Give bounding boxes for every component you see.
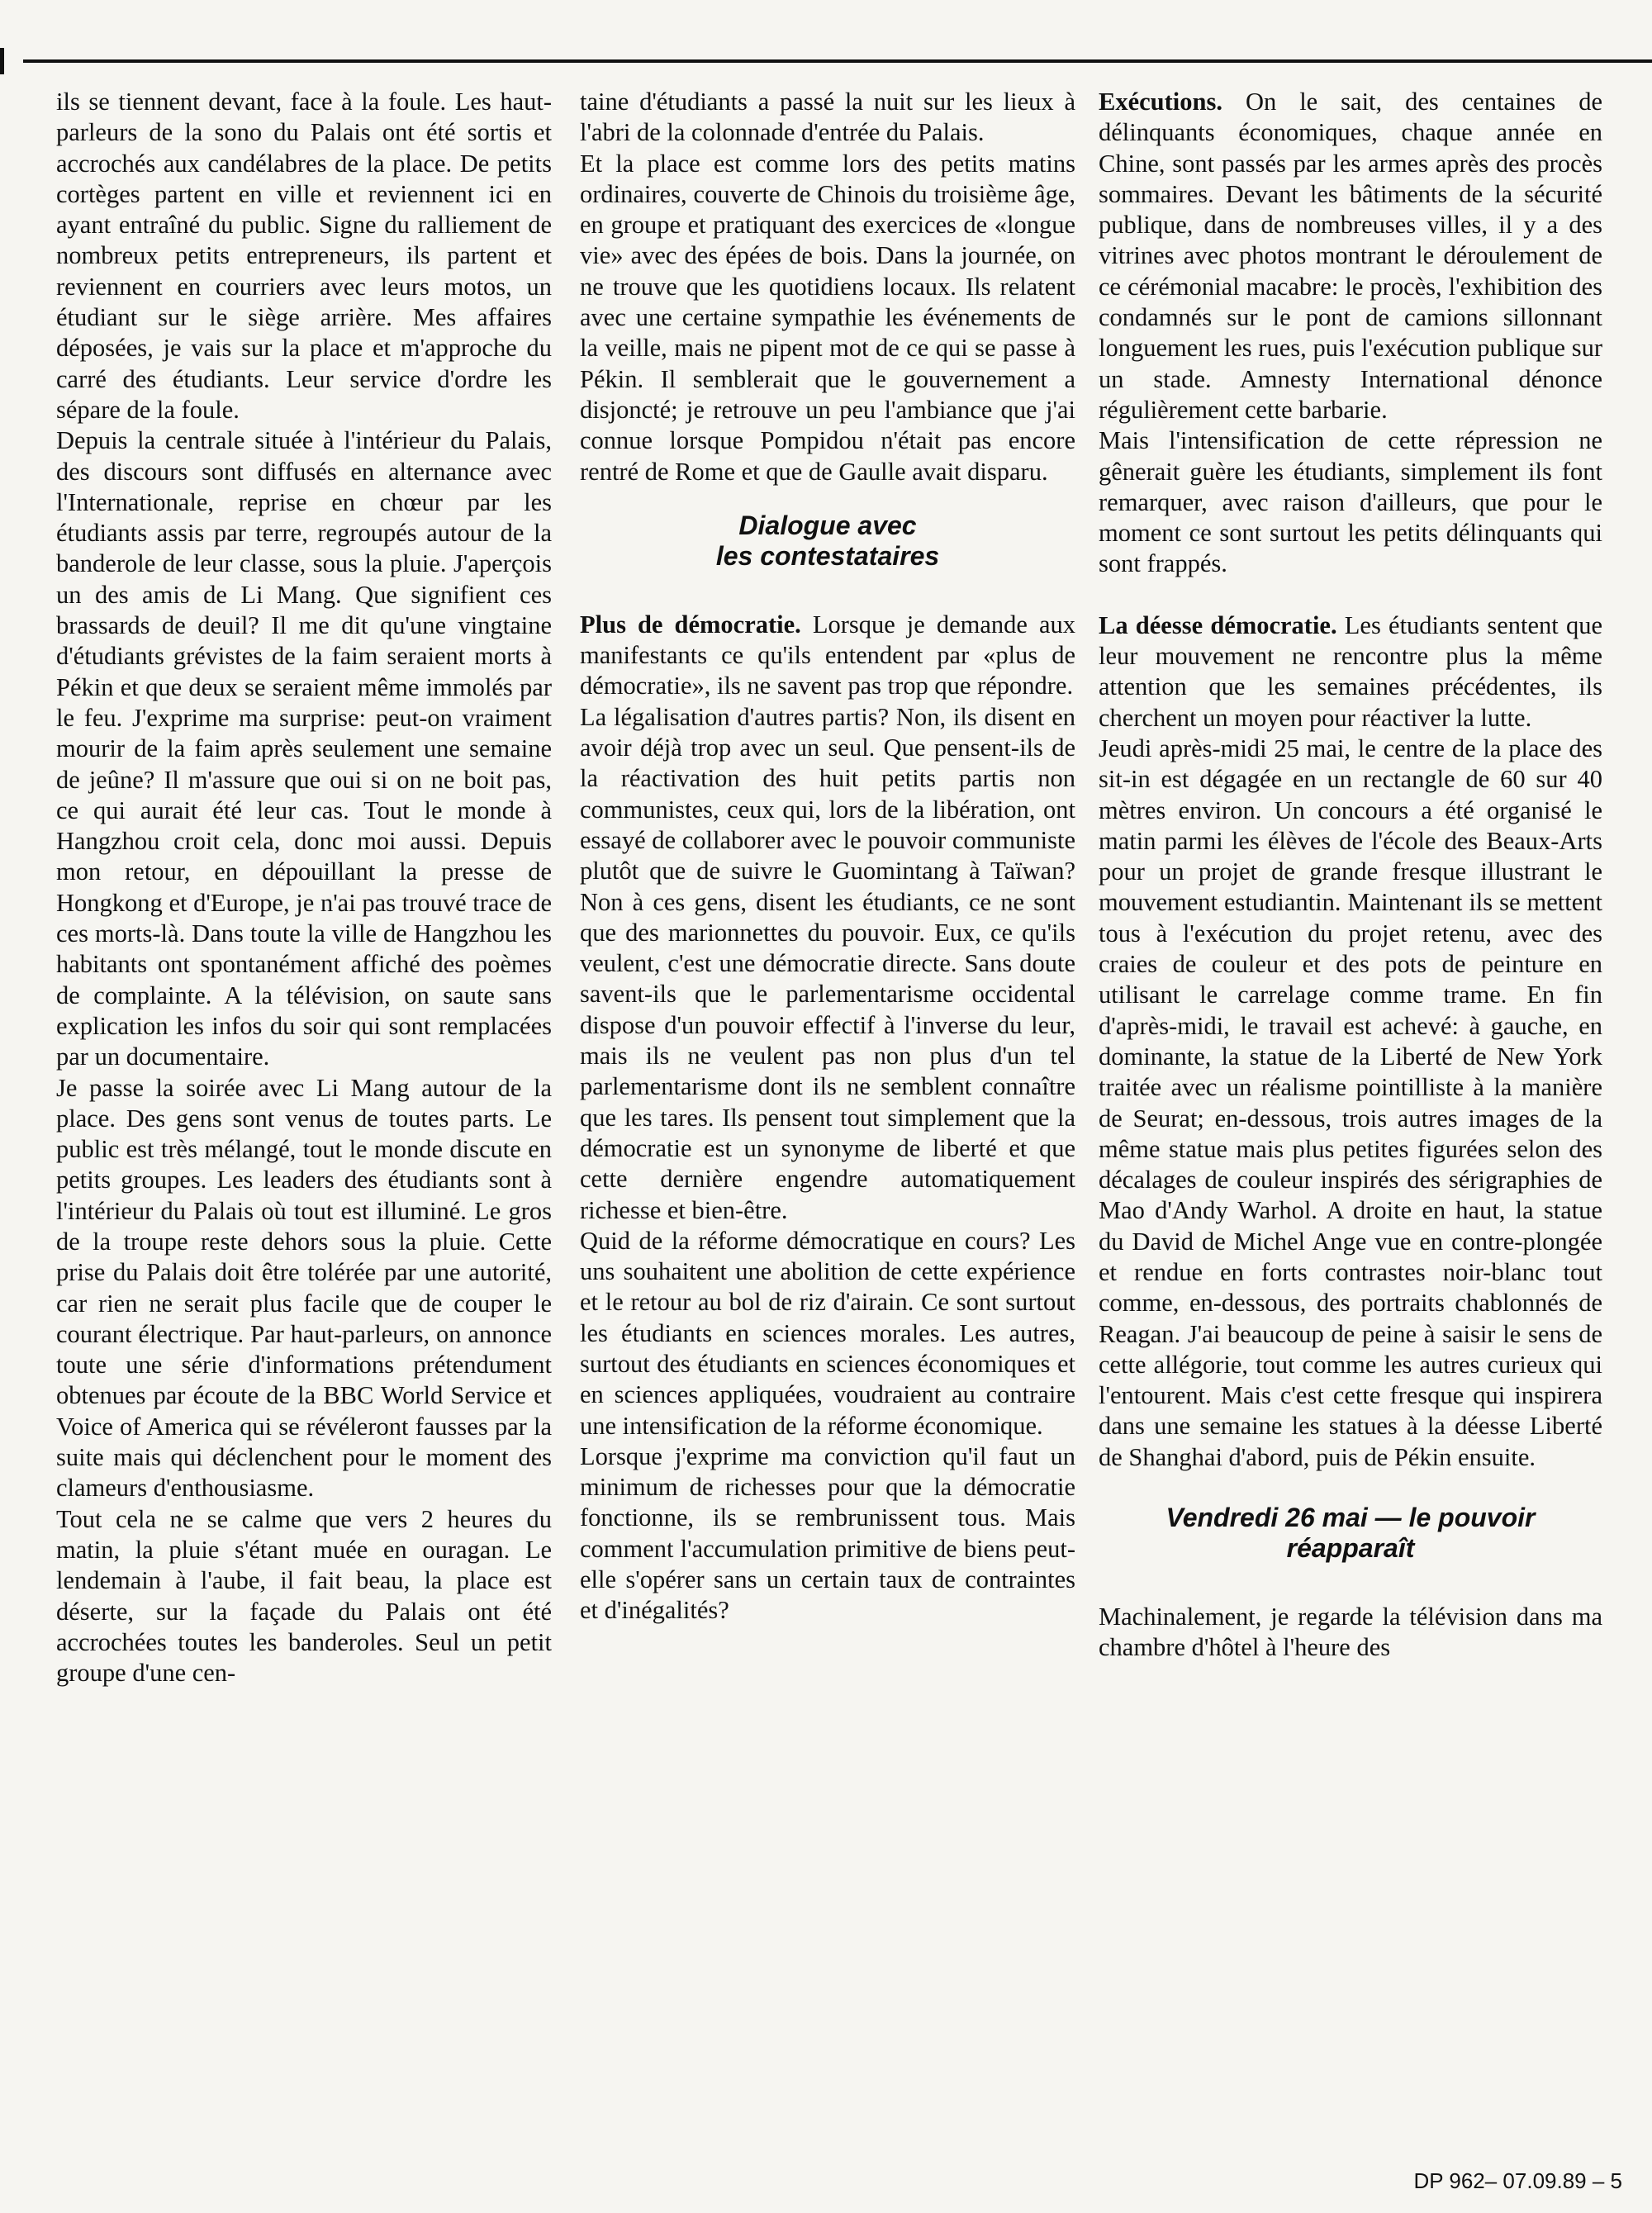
paragraph: La légalisation d'autres partis? Non, ils disent en avoir déjà trop avec un seul. Que pensent-ils de la réactivation des huit petits partis non communistes, ceux qui, lors de la libération, ont essayé de collaborer avec le pouvoir communiste plutôt que de suivre le Guomintang à Taïwan? Non à ces gens, disent les étudiants, ce ne sont que des marionnettes du pouvoir. Eux, ce qu'ils veulent, c'est une démocratie directe. Sans doute savent-ils que le parlementarisme occidental dispose d'un pouvoir effectif à l'inverse du leur, mais ils ne veulent pas non plus d'un tel parlementarisme dont ils ne semblent connaître que les tares. Ils pensent tout simplement que la démocratie est un synonyme de liberté et que cette dernière engendre automatiquement richesse et bien-être. (580, 702, 1075, 1224)
paragraph-text: Lorsque je demande aux manifestants ce qu'ils entendent par «plus de démocratie», ils ne savent pas trop que répondre. (580, 610, 1075, 700)
column-2 (580, 87, 1075, 1627)
paragraph: Lorsque j'exprime ma conviction qu'il faut un minimum de richesses pour que la démocratie fonctionne, ils se rembrunissent tous. Mais comment l'accumulation primitive de biens peut-elle s'opérer sans un certain taux de contraintes et d'inégalités? (580, 1441, 1075, 1625)
paragraph: Mais l'intensification de cette répression ne gênerait guère les étudiants, simplement ils font remarquer, avec raison d'ailleurs, que pour le moment ce sont surtout les petits délinquants qui sont frappés. (1099, 426, 1602, 578)
header-rule (23, 59, 1652, 63)
paragraph: ils se tiennent devant, face à la foule. Les haut-parleurs de la sono du Palais ont été sortis et accrochés aux candélabres de la place. De petits cortèges partent en ville et reviennent ici en ayant entraîné du public. Signe du ralliement de nombreux petits entrepreneurs, ils partent et reviennent en courriers avec leurs motos, un étudiant sur le siège arrière. Mes affaires déposées, je vais sur la place et m'approche du carré des étudiants. Leur service d'ordre les sépare de la foule. (56, 88, 552, 424)
paragraph: Tout cela ne se calme que vers 2 heures du matin, la pluie s'étant muée en ouragan. Le lendemain à l'aube, il fait beau, la place est déserte, sur la façade du Palais ont été accrochées toutes les banderoles. Seul un petit groupe d'une cen- (56, 1504, 552, 1688)
section-heading-line: réapparaît (1286, 1533, 1415, 1564)
section-heading-line: Dialogue avec (738, 510, 917, 540)
paragraph: Je passe la soirée avec Li Mang autour de la place. Des gens sont venus de toutes parts. Le public est très mélangé, tout le monde discute en petits groupes. Les leaders des étudiants sont à l'intérieur du Palais où tout est illuminé. Le gros de la troupe reste dehors sous la pluie. Cette prise du Palais doit être tolérée par une autorité, car rien ne serait plus facile que de couper le courant électrique. Par haut-parleurs, on annonce toute une série d'informations prétendument obtenues par écoute de la BBC World Service et Voice of America qui se révéleront fausses par la suite mais qui déclenchent pour le moment des clameurs d'enthousiasme. (56, 1073, 552, 1503)
paragraph: Quid de la réforme démocratique en cours? Les uns souhaitent une abolition de cette expérience et le retour au bol de riz d'airain. Ce sont surtout les étudiants en sciences morales. Les autres, surtout des étudiants en sciences économiques et en sciences appliquées, voudraient au contraire une intensification de la réforme économique. (580, 1226, 1075, 1440)
paragraph: taine d'étudiants a passé la nuit sur les lieux à l'abri de la colonnade d'entrée du Palais. (580, 88, 1075, 147)
paragraph-lead: Plus de démocratie. (580, 610, 801, 639)
margin-mark (0, 48, 4, 74)
section-heading-line: Vendredi 26 mai — le pouvoir (1165, 1503, 1536, 1533)
paragraph: Et la place est comme lors des petits matins ordinaires, couverte de Chinois du troisième âge, en groupe et pratiquant des exercices de «longue vie» avec des épées de bois. Dans la journée, on ne trouve que les quotidiens locaux. Ils relatent avec une certaine sympathie les événements de la veille, mais ne pipent mot de ce qui se passe à Pékin. Il semblerait que le gouvernement a disjoncté; je retrouve un peu l'ambiance que j'ai connue lorsque Pompidou n'était pas encore rentré de Rome et que de Gaulle avait disparu. (580, 149, 1075, 486)
paragraph: Jeudi après-midi 25 mai, le centre de la place des sit-in est dégagée en un rectangle de 60 sur 40 mètres environ. Un concours a été organisé le matin parmi les élèves de l'école des Beaux-Arts pour un projet de grande fresque illustrant le mouvement estudiantin. Maintenant ils se mettent tous à l'exécution du projet retenu, avec des craies de couleur et des pots de peinture en utilisant le carrelage comme trame. En fin d'après-midi, le travail est achevé: à gauche, en dominante, la statue de la Liberté de New York traitée avec un réalisme pointilliste à la manière de Seurat; en-dessous, trois autres images de la même statue mais plus petites figurées selon des décalages de couleur inspirés des sérigraphies de Mao d'Andy Warhol. A droite en haut, la statue du David de Michel Ange vue en contre-plongée et rendue en forts contrastes noir-blanc tout comme, en-dessous, des portraits chablonnés de Reagan. J'ai beaucoup de peine à saisir le sens de cette allégorie, tout comme les autres curieux qui l'entourent. Mais c'est cette fresque qui inspirera dans une semaine les statues à la déesse Liberté de Shanghai d'abord, puis de Pékin ensuite. (1099, 734, 1602, 1471)
column-1 (56, 87, 552, 1688)
paragraph-text: Les étudiants sentent que leur mouvement ne rencontre plus la même attention que les semaines précédentes, ils cherchent un moyen pour réactiver la lutte. (1099, 610, 1602, 732)
paragraph (580, 610, 1075, 702)
paragraph-lead: Exécutions. (1099, 88, 1222, 116)
page-footer: DP 962– 07.09.89 – 5 (1413, 2168, 1622, 2193)
paragraph (1099, 610, 1602, 734)
paragraph: Machinalement, je regarde la télévision dans ma chambre d'hôtel à l'heure des (1099, 1603, 1602, 1662)
paragraph (1099, 87, 1602, 425)
column-3 (1099, 87, 1602, 1664)
paragraph-gap (1099, 580, 1602, 610)
section-heading-line: les contestataires (715, 540, 940, 571)
paragraph-lead: La déesse démocratie. (1099, 610, 1337, 639)
paragraph: Depuis la centrale située à l'intérieur du Palais, des discours sont diffusés en alternance avec l'Internationale, reprise en chœur par les étudiants assis par terre, regroupés autour de la banderole de leur classe, sous la pluie. J'aperçois un des amis de Li Mang. Que signifient ces brassards de deuil? Il me dit qu'une vingtaine d'étudiants grévistes de la faim seraient morts à Pékin et que deux se seraient même immolés par le feu. J'exprime ma surprise: peut-on vraiment mourir de la faim après seulement une semaine de jeûne? Il m'assure que oui si on ne boit pas, ce qui aurait été leur cas. Tout le monde à Hangzhou croit cela, donc moi aussi. Depuis mon retour, en dépouillant la presse de Hongkong et d'Europe, je n'ai pas trouvé trace de ces morts-là. Dans toute la ville de Hangzhou les habitants ont spontanément affiché des poèmes de complainte. A la télévision, on saute sans explication les infos du soir qui sont remplacées par un documentaire. (56, 426, 552, 1071)
section-heading (1099, 1503, 1602, 1564)
section-heading (580, 511, 1075, 572)
paragraph-text: On le sait, des centaines de délinquants économiques, chaque année en Chine, sont passés par les armes après des procès sommaires. Devant les bâtiments de la sécurité publique, dans de nombreuses villes, il y a des vitrines avec photos montrant le déroulement de ce cérémonial macabre: le procès, l'exhibition des condamnés sur le pont de camions sillonnant longuement les rues, puis l'exécution publique sur un stade. Amnesty International dénonce régulièrement cette barbarie. (1099, 88, 1602, 424)
